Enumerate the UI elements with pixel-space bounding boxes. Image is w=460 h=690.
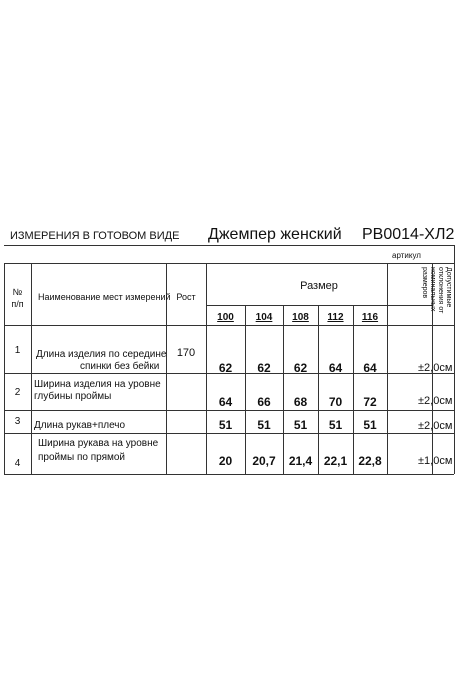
- size-header: 100: [217, 312, 234, 323]
- measurement-value: 62: [257, 361, 271, 375]
- row-name-line1: Ширина изделия на уровне: [34, 379, 161, 390]
- row-name-line1: Ширина рукава на уровне: [38, 438, 159, 449]
- size-column-label: Размер: [300, 280, 338, 292]
- height-value: 170: [176, 347, 196, 359]
- measurement-value: 70: [328, 395, 343, 409]
- measurement-value: 21,4: [288, 454, 313, 468]
- height-column-label: Рост: [176, 292, 196, 302]
- row-number: 2: [14, 387, 21, 398]
- measurement-value: 72: [363, 395, 377, 409]
- measurement-value: 22,1: [323, 454, 348, 468]
- size-header: 108: [292, 312, 309, 323]
- measurement-value: 20: [218, 454, 233, 468]
- row-name-line2: спинки без бейки: [80, 361, 160, 372]
- measurement-value: 51: [257, 418, 271, 432]
- row-name-line1: Длина изделия по середине: [36, 349, 167, 360]
- article-label: артикул: [392, 251, 421, 260]
- measurement-value: 51: [363, 418, 377, 432]
- tolerance-value: ±2,0см: [418, 362, 453, 374]
- measurement-value: 22,8: [358, 454, 382, 468]
- measurement-value: 62: [293, 361, 308, 375]
- size-header: 104: [255, 312, 273, 323]
- tolerance-column-label: Допустимые отклонения от номинальных размеров: [421, 267, 452, 314]
- row-number: 1: [14, 345, 21, 356]
- measurement-value: 51: [293, 418, 308, 432]
- name-column-label: Наименование мест измерений: [38, 292, 171, 302]
- measurement-value: 20,7: [252, 454, 276, 468]
- size-header: 116: [361, 312, 379, 323]
- tolerance-value: ±2,0см: [418, 420, 453, 432]
- size-header: 112: [327, 312, 344, 323]
- measurement-value: 64: [328, 361, 343, 375]
- measurements-title: ИЗМЕРЕНИЯ В ГОТОВОМ ВИДЕ: [10, 230, 180, 242]
- measurement-value: 62: [218, 361, 233, 375]
- measurement-value: 51: [218, 418, 233, 432]
- measurement-value: 51: [328, 418, 343, 432]
- index-label: №: [12, 287, 23, 297]
- index-label-2: п/п: [11, 299, 24, 309]
- tolerance-value: ±2,0см: [418, 395, 453, 407]
- row-name-line2: проймы по прямой: [38, 452, 126, 463]
- article-code: РВ0014-ХЛ2: [362, 226, 455, 243]
- product-name: Джемпер женский: [208, 226, 342, 243]
- measurement-value: 68: [293, 395, 308, 409]
- row-number: 3: [14, 416, 21, 427]
- tolerance-value: ±1,0см: [418, 455, 453, 467]
- measurement-value: 66: [257, 395, 271, 409]
- row-name-line2: глубины проймы: [34, 391, 112, 402]
- measurement-value: 64: [363, 361, 377, 375]
- row-number: 4: [14, 458, 21, 469]
- row-name-line1: Длина рукав+плечо: [34, 420, 126, 431]
- measurement-value: 64: [218, 395, 233, 409]
